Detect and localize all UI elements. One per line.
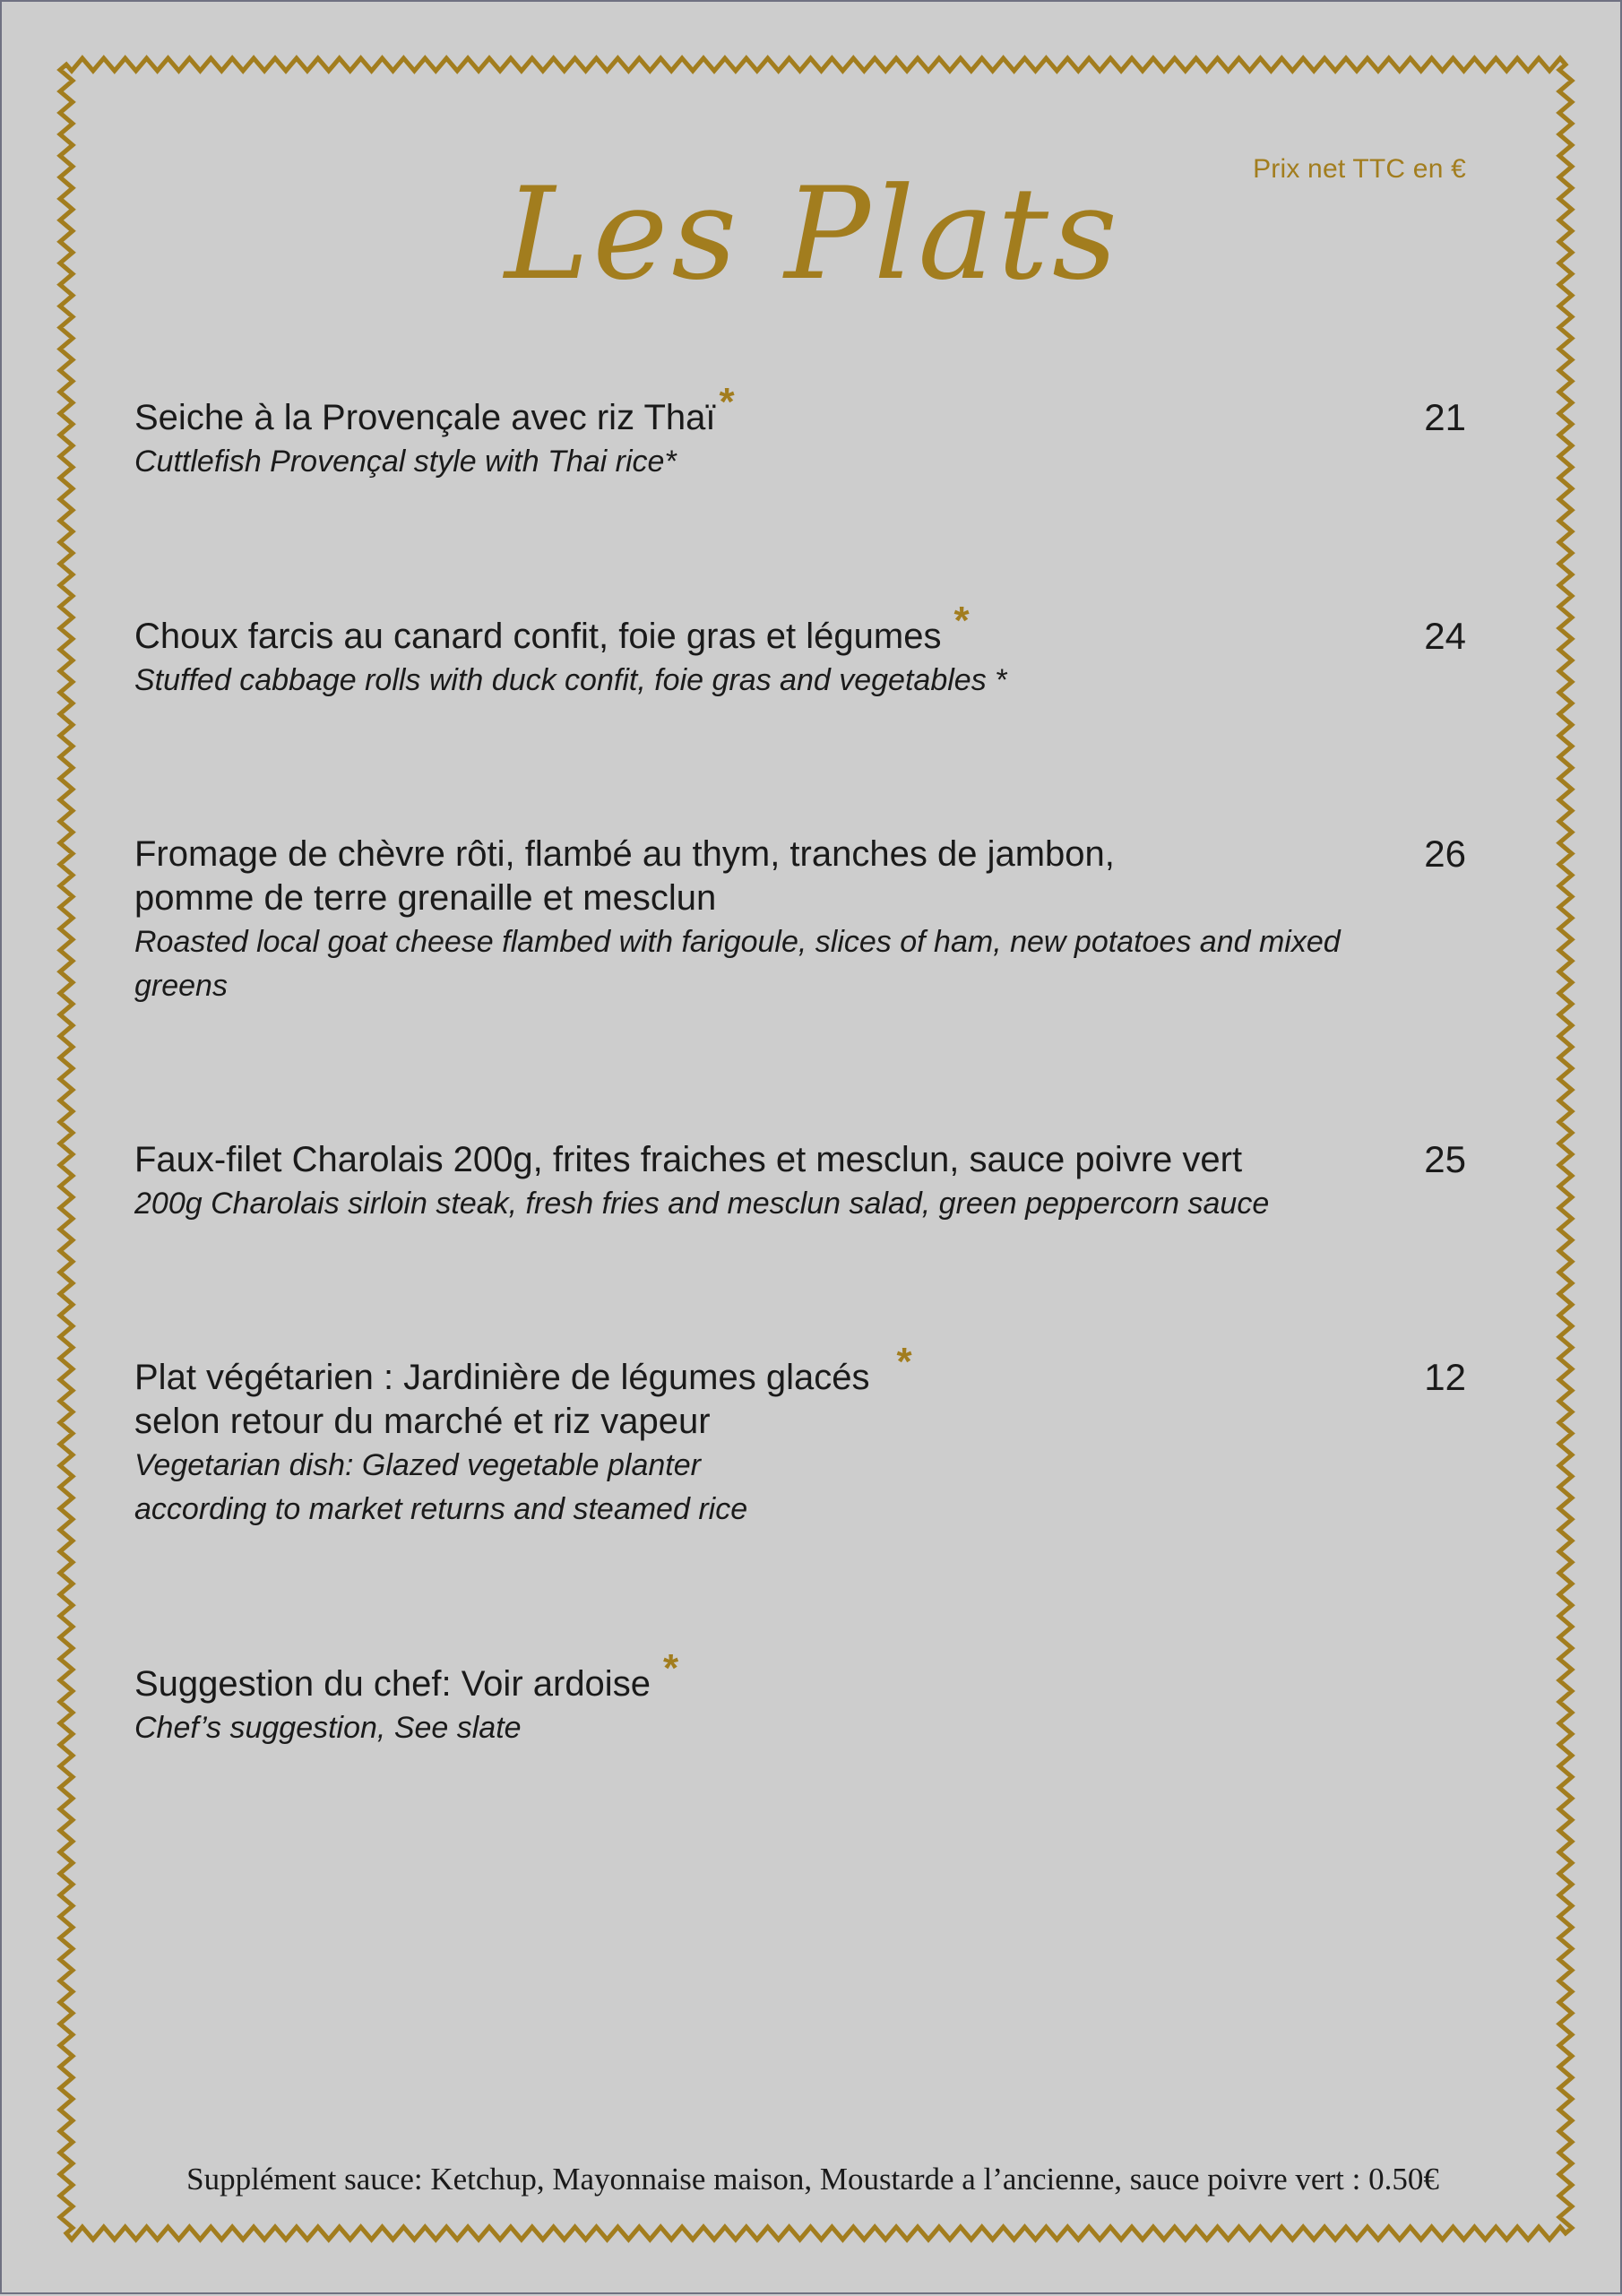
dish-name-fr: Faux-filet Charolais 200g, frites fraiches et mesclun, sauce poivre vert xyxy=(134,1140,1243,1179)
asterisk-icon: * xyxy=(719,380,735,424)
dish-item xyxy=(134,599,1470,703)
dish-name-en: according to market returns and steamed rice xyxy=(134,1492,748,1526)
dish-name-fr: Suggestion du chef: Voir ardoise * xyxy=(134,1646,679,1704)
dish-name-fr: Seiche à la Provençale avec riz Thaï * xyxy=(134,380,735,437)
dish-price: 24 xyxy=(1424,615,1466,657)
dish-name-en: greens xyxy=(134,969,228,1003)
dish-item xyxy=(134,380,1470,484)
dish-item xyxy=(134,833,1470,1008)
dish-name-fr: selon retour du marché et riz vapeur xyxy=(134,1402,711,1441)
dish-price: 21 xyxy=(1424,396,1466,438)
dish-item xyxy=(134,1646,1470,1750)
page-title: Les Plats xyxy=(505,160,1121,308)
dish-name-fr: Choux farcis au canard confit, foie gras et légumes * xyxy=(134,599,970,656)
dish-item xyxy=(134,1138,1470,1226)
dish-name-fr: pomme de terre grenaille et mesclun xyxy=(134,878,717,918)
asterisk-icon: * xyxy=(896,1340,912,1384)
dish-name-fr: Plat végétarien : Jardinière de légumes glacés * xyxy=(134,1340,912,1397)
dish-price: 26 xyxy=(1424,833,1466,875)
sauce-supplement-note: Supplément sauce: Ketchup, Mayonnaise maison, Moustarde a l’ancienne, sauce poivre vert : 0.50€ xyxy=(186,2162,1439,2197)
asterisk-icon: * xyxy=(662,1646,679,1690)
dish-name-en: Roasted local goat cheese flambed with farigoule, slices of ham, new potatoes and mixed xyxy=(134,925,1341,959)
dish-name-fr: Fromage de chèvre rôti, flambé au thym, tranches de jambon, xyxy=(134,834,1115,874)
dish-name-en: Chef’s suggestion, See slate xyxy=(134,1711,522,1745)
asterisk-icon: * xyxy=(953,599,970,643)
dish-name-en: 200g Charolais sirloin steak, fresh fries and mesclun salad, green peppercorn sauce xyxy=(134,1187,1270,1221)
dish-name-en: Vegetarian dish: Glazed vegetable planter xyxy=(134,1448,701,1482)
dish-price: 12 xyxy=(1424,1356,1466,1398)
dish-price: 25 xyxy=(1424,1138,1466,1180)
dish-item xyxy=(134,1340,1470,1532)
dish-name-en: Stuffed cabbage rolls with duck confit, foie gras and vegetables * xyxy=(134,663,1007,697)
price-note: Prix net TTC en € xyxy=(1253,154,1466,184)
dish-name-en: Cuttlefish Provençal style with Thai rice* xyxy=(134,445,677,479)
